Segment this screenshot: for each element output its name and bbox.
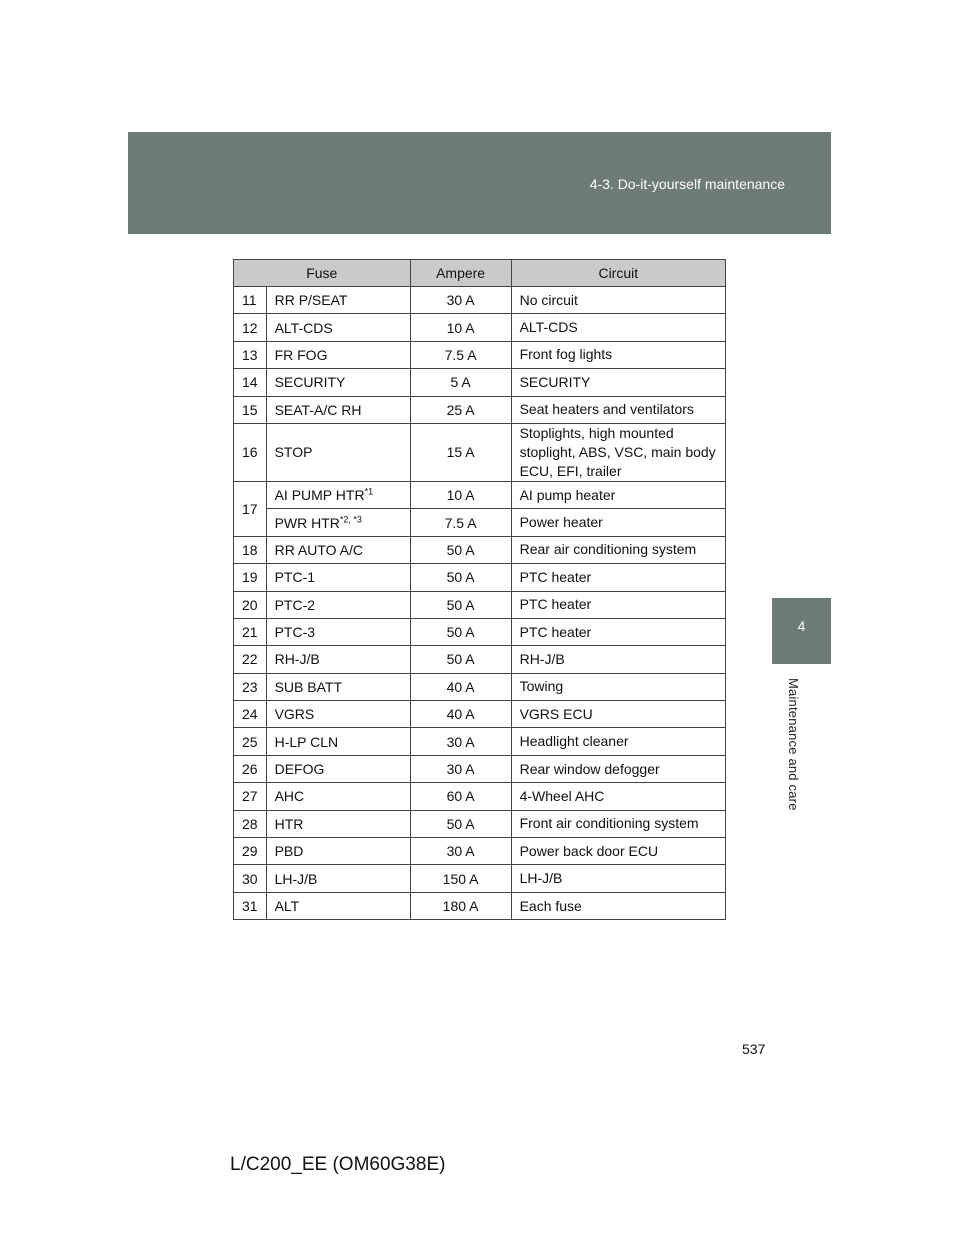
table-row [234, 369, 726, 396]
table-row [234, 865, 726, 892]
table-row [234, 314, 726, 341]
fuse-ampere: 50 A [410, 810, 511, 837]
fuse-name [266, 481, 410, 508]
footnote-mark: *1 [364, 486, 374, 497]
fuse-number: 18 [234, 536, 267, 563]
fuse-name-text: PTC-3 [274, 624, 316, 641]
fuse-circuit: No circuit [511, 287, 725, 314]
fuse-circuit: Power heater [511, 509, 725, 536]
fuse-number: 27 [234, 783, 267, 810]
fuse-name-text: ALT-CDS [274, 319, 333, 336]
table-row [234, 755, 726, 782]
fuse-circuit: SECURITY [511, 369, 725, 396]
fuse-ampere: 40 A [410, 673, 511, 700]
fuse-ampere: 50 A [410, 536, 511, 563]
fuse-number: 31 [234, 892, 267, 919]
fuse-circuit: Front fog lights [511, 341, 725, 368]
fuse-name [266, 536, 410, 563]
fuse-name-text: AI PUMP HTR [274, 487, 365, 504]
fuse-ampere: 30 A [410, 838, 511, 865]
fuse-ampere: 30 A [410, 287, 511, 314]
fuse-name-text: FR FOG [274, 346, 328, 363]
fuse-ampere: 7.5 A [410, 341, 511, 368]
footnote-mark: *2, *3 [339, 513, 362, 524]
fuse-name-text: ALT [274, 898, 300, 914]
table-row [234, 838, 726, 865]
fuse-name [266, 892, 410, 919]
fuse-circuit: Power back door ECU [511, 838, 725, 865]
fuse-name [266, 564, 410, 591]
fuse-circuit: VGRS ECU [511, 701, 725, 728]
fuse-ampere: 30 A [410, 728, 511, 755]
fuse-name [266, 701, 410, 728]
fuse-circuit: Rear window defogger [511, 755, 725, 782]
fuse-name-text: PTC-1 [274, 569, 316, 586]
fuse-name [266, 728, 410, 755]
fuse-name-text: STOP [274, 444, 313, 461]
table-body [234, 287, 726, 920]
fuse-ampere: 50 A [410, 564, 511, 591]
table-row [234, 646, 726, 673]
fuse-name-text: DEFOG [274, 761, 325, 778]
fuse-ampere: 5 A [410, 369, 511, 396]
fuse-circuit: Seat heaters and ventilators [511, 396, 725, 423]
fuse-number: 20 [234, 591, 267, 618]
table-row [234, 783, 726, 810]
table-row [234, 536, 726, 563]
fuse-circuit: Each fuse [511, 892, 725, 919]
table-row [234, 673, 726, 700]
fuse-number: 15 [234, 396, 267, 423]
fuse-circuit: Stoplights, high mounted stoplight, ABS, VSC, main body ECU, EFI, trailer [511, 423, 725, 481]
fuse-name-text: HTR [274, 815, 304, 832]
fuse-number: 19 [234, 564, 267, 591]
fuse-circuit: AI pump heater [511, 481, 725, 508]
fuse-circuit: LH-J/B [511, 865, 725, 892]
fuse-number: 11 [234, 287, 267, 314]
fuse-circuit: PTC heater [511, 591, 725, 618]
section-header-band [128, 132, 831, 234]
fuse-circuit: RH-J/B [511, 646, 725, 673]
fuse-name-text: VGRS [274, 706, 315, 723]
fuse-name [266, 865, 410, 892]
header-circuit: Circuit [511, 260, 725, 287]
fuse-name [266, 810, 410, 837]
fuse-name-text: RH-J/B [274, 651, 320, 668]
fuse-name-text: LH-J/B [274, 870, 318, 887]
fuse-name-text: RR P/SEAT [274, 292, 348, 309]
table-row [234, 591, 726, 618]
fuse-circuit: 4-Wheel AHC [511, 783, 725, 810]
fuse-number: 30 [234, 865, 267, 892]
page-number: 537 [742, 1041, 766, 1057]
fuse-circuit: ALT-CDS [511, 314, 725, 341]
fuse-name [266, 618, 410, 645]
fuse-number: 28 [234, 810, 267, 837]
table-row [234, 728, 726, 755]
table-row [234, 341, 726, 368]
fuse-circuit: Front air conditioning system [511, 810, 725, 837]
table-row [234, 618, 726, 645]
table-row [234, 396, 726, 423]
fuse-name [266, 341, 410, 368]
section-title: 4-3. Do-it-yourself maintenance [589, 176, 785, 192]
fuse-number: 16 [234, 423, 267, 481]
fuse-ampere: 50 A [410, 618, 511, 645]
header-ampere: Ampere [410, 260, 511, 287]
fuse-ampere: 30 A [410, 755, 511, 782]
fuse-number: 14 [234, 369, 267, 396]
fuse-ampere: 40 A [410, 701, 511, 728]
fuse-number: 29 [234, 838, 267, 865]
fuse-ampere: 50 A [410, 646, 511, 673]
table-row [234, 892, 726, 919]
fuse-number: 13 [234, 341, 267, 368]
fuse-circuit: Towing [511, 673, 725, 700]
fuse-name [266, 509, 410, 536]
table-row [234, 701, 726, 728]
fuse-number: 17 [234, 481, 267, 536]
fuse-name [266, 783, 410, 810]
fuse-circuit: Headlight cleaner [511, 728, 725, 755]
fuse-ampere: 60 A [410, 783, 511, 810]
fuse-name [266, 755, 410, 782]
fuse-name [266, 838, 410, 865]
fuse-ampere: 50 A [410, 591, 511, 618]
fuse-number: 12 [234, 314, 267, 341]
fuse-name [266, 369, 410, 396]
fuse-name [266, 423, 410, 481]
fuse-name-text: SUB BATT [274, 678, 342, 695]
fuse-name [266, 396, 410, 423]
fuse-ampere: 10 A [410, 481, 511, 508]
fuse-circuit: PTC heater [511, 618, 725, 645]
fuse-ampere: 15 A [410, 423, 511, 481]
table-row [234, 287, 726, 314]
fuse-name-text: H-LP CLN [274, 733, 339, 750]
fuse-number: 24 [234, 701, 267, 728]
fuse-name [266, 673, 410, 700]
fuse-number: 26 [234, 755, 267, 782]
fuse-circuit: Rear air conditioning system [511, 536, 725, 563]
chapter-tab [772, 598, 831, 664]
table-header-row [234, 260, 726, 287]
fuse-number: 25 [234, 728, 267, 755]
fuse-number: 21 [234, 618, 267, 645]
chapter-label: Maintenance and care [786, 678, 801, 811]
fuse-name-text: SEAT-A/C RH [274, 401, 362, 418]
fuse-name [266, 287, 410, 314]
fuse-name-text: PWR HTR [274, 514, 340, 531]
fuse-name-text: PBD [274, 843, 304, 860]
table-row [234, 423, 726, 481]
document-code: L/C200_EE (OM60G38E) [230, 1154, 446, 1175]
fuse-number: 22 [234, 646, 267, 673]
fuse-name [266, 591, 410, 618]
fuse-ampere: 180 A [410, 892, 511, 919]
fuse-table [233, 259, 726, 920]
table-row [234, 509, 726, 536]
fuse-ampere: 10 A [410, 314, 511, 341]
fuse-name-text: AHC [274, 788, 305, 805]
fuse-ampere: 25 A [410, 396, 511, 423]
header-fuse: Fuse [234, 260, 411, 287]
fuse-name-text: RR AUTO A/C [274, 541, 364, 558]
table-row [234, 481, 726, 508]
fuse-name-text: PTC-2 [274, 596, 316, 613]
table-row [234, 810, 726, 837]
chapter-number: 4 [797, 618, 806, 634]
fuse-name [266, 646, 410, 673]
fuse-circuit: PTC heater [511, 564, 725, 591]
fuse-name [266, 314, 410, 341]
fuse-name-text: SECURITY [274, 374, 346, 391]
table-row [234, 564, 726, 591]
fuse-ampere: 150 A [410, 865, 511, 892]
fuse-ampere: 7.5 A [410, 509, 511, 536]
fuse-number: 23 [234, 673, 267, 700]
